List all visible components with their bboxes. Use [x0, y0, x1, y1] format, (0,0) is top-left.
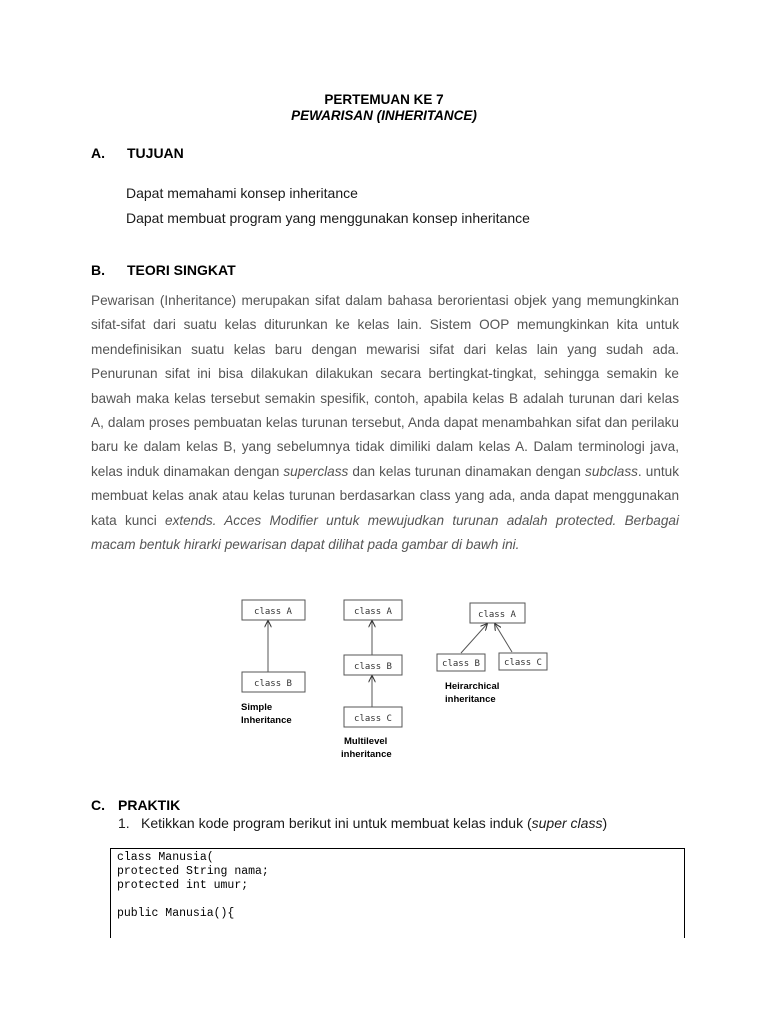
section-c-title: PRAKTIK: [118, 797, 181, 813]
practice-step: [118, 815, 607, 831]
page-title: PERTEMUAN KE 7: [324, 92, 444, 107]
objective-item: Dapat memahami konsep inheritance: [126, 185, 358, 201]
objective-item: Dapat membuat program yang menggunakan konsep inheritance: [126, 210, 530, 226]
paragraph-line: baru ke dalam kelas B, yang sebelumnya tidak dimiliki dalam kelas A. Dalam terminologi java,: [91, 439, 679, 455]
paragraph-line: macam bentuk hirarki pewarisan dapat dilihat pada gambar di bawh ini.: [91, 537, 520, 553]
step-text: Ketikkan kode program berikut ini untuk membuat kelas induk (: [141, 815, 532, 831]
paragraph-line: bawah maka kelas tersebut semakin spesifik, contoh, apabila kelas B adalah turunan dari kelas: [91, 390, 679, 406]
paragraph-line: membuat kelas anak atau kelas turunan berdasarkan class yang ada, anda dapat menggunakan: [91, 488, 679, 504]
paragraph-line: kelas induk dinamakan dengan superclass dan kelas turunan dinamakan dengan subclass. untuk: [91, 463, 680, 479]
section-b-letter: B.: [91, 262, 105, 278]
simple-class-a-label: class A: [254, 607, 292, 617]
hierarchical-inheritance: [437, 603, 547, 705]
multilevel-class-a-label: class A: [354, 607, 392, 617]
multilevel-caption-1: Multilevel: [344, 736, 388, 747]
hierarchical-caption-2: inheritance: [445, 694, 496, 705]
section-c-letter: C.: [91, 797, 105, 813]
hierarchical-class-c-label: class C: [504, 658, 542, 668]
page-subtitle: PEWARISAN (INHERITANCE): [291, 108, 477, 123]
step-text-em: super class: [531, 815, 603, 831]
hierarchical-class-b-label: class B: [442, 659, 480, 669]
multilevel-class-c-label: class C: [354, 714, 392, 724]
multilevel-caption-2: inheritance: [341, 749, 392, 760]
code-block: class Manusia( protected String nama; protected int umur; public Manusia(){: [110, 848, 685, 938]
simple-caption-2: Inheritance: [241, 715, 292, 726]
section-a-title: TUJUAN: [127, 145, 184, 161]
multilevel-inheritance: [341, 600, 402, 760]
inheritance-diagram: [230, 590, 560, 770]
section-c-heading: [91, 797, 180, 813]
simple-caption-1: Simple: [241, 702, 273, 713]
paragraph-line: Pewarisan (Inheritance) merupakan sifat dalam bahasa berorientasi objek yang memungkinkan: [91, 293, 679, 308]
section-a-heading: [91, 145, 184, 161]
section-b-heading: [91, 262, 236, 278]
paragraph-line: mendefinisikan suatu kelas baru dengan mewarisi sifat dari kelas lain yang sudah ada.: [91, 341, 679, 357]
paragraph-line: sifat-sifat dari suatu kelas diturunkan ke kelas lain. Sistem OOP memungkinkan kita untuk: [91, 317, 679, 333]
paragraph-line: Penurunan sifat ini bisa dilakukan dilakukan secara bertingkat-tingkat, sehingga semakin ke: [91, 366, 679, 382]
hierarchical-class-a-label: class A: [478, 610, 516, 620]
hierarchical-caption-1: Heirarchical: [445, 681, 500, 692]
step-number: 1.: [118, 815, 130, 831]
section-a-letter: A.: [91, 145, 105, 161]
simple-inheritance: [241, 600, 305, 726]
step-text-end: ): [602, 815, 608, 831]
simple-class-b-label: class B: [254, 679, 292, 689]
paragraph-line: kata kunci extends. Acces Modifier untuk mewujudkan turunan adalah protected. Berbagai: [91, 512, 680, 528]
paragraph-line: A, dalam proses pembuatan kelas turunan tersebut, Anda dapat menambahkan sifat dan perilaku: [91, 415, 679, 431]
section-b-title: TEORI SINGKAT: [127, 262, 236, 278]
multilevel-class-b-label: class B: [354, 662, 392, 672]
theory-paragraph: [91, 289, 679, 557]
